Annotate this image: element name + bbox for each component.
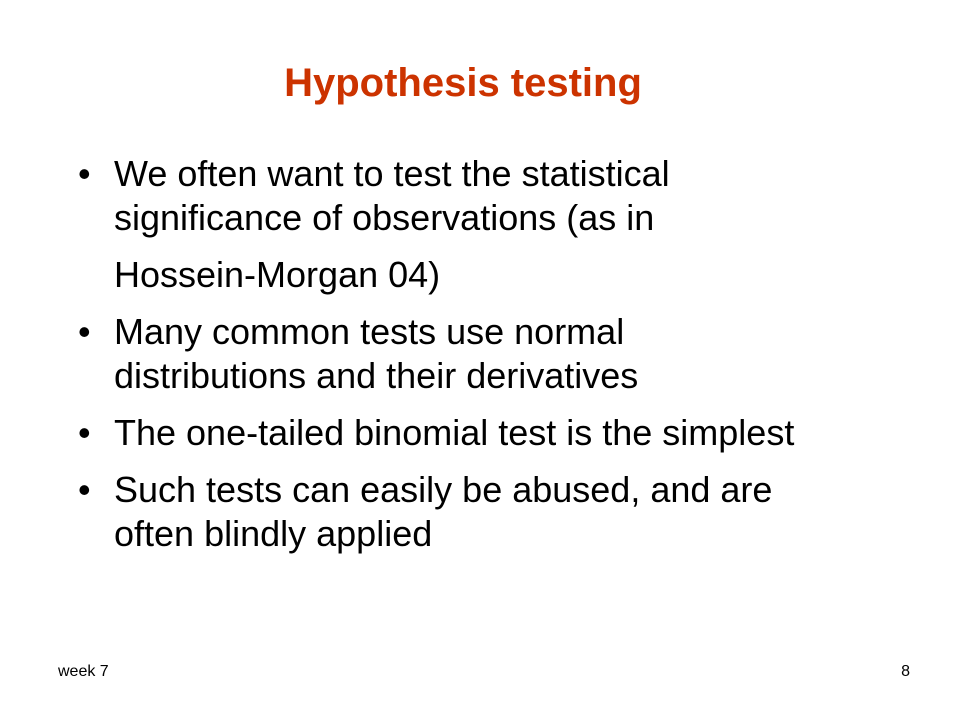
bullet-item xyxy=(78,468,938,556)
bullet-line: Many common tests use normal xyxy=(114,311,625,352)
bullet-marker: • xyxy=(78,153,91,194)
bullet-list xyxy=(78,152,938,569)
bullet-line: Hossein-Morgan 04) xyxy=(114,254,441,295)
bullet-marker: • xyxy=(78,412,91,453)
footer-week-label: week 7 xyxy=(58,663,109,680)
bullet-item xyxy=(78,152,938,297)
slide-number: 8 xyxy=(901,663,910,680)
bullet-line: The one-tailed binomial test is the simplest xyxy=(114,412,795,453)
slide-title: Hypothesis testing xyxy=(284,61,642,105)
bullet-line: significance of observations (as in xyxy=(114,197,655,238)
bullet-marker: • xyxy=(78,311,91,352)
bullet-item xyxy=(78,411,938,455)
bullet-line: often blindly applied xyxy=(114,513,433,554)
bullet-item xyxy=(78,310,938,398)
bullet-line: Such tests can easily be abused, and are xyxy=(114,469,773,510)
bullet-marker: • xyxy=(78,469,91,510)
bullet-line: distributions and their derivatives xyxy=(114,355,639,396)
bullet-line: We often want to test the statistical xyxy=(114,153,670,194)
